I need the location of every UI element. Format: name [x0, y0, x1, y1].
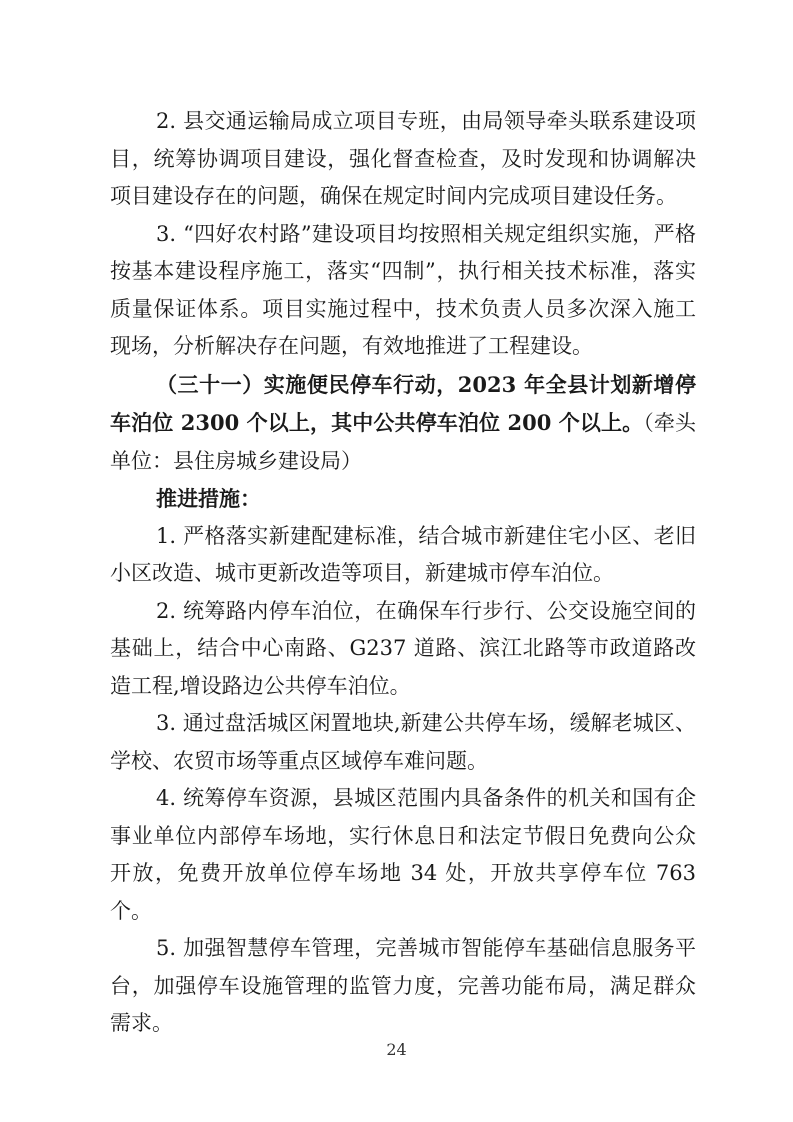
paragraph-item-3: 3. “四好农村路”建设项目均按照相关规定组织实施，严格按基本建设程序施工，落实“四制”，执行相关技术标准，落实质量保证体系。项目实施过程中，技术负责人员多次深入施工现场，分析解决存在问题，有效地推进了工程建设。	[110, 221, 696, 358]
measures-heading: 推进措施：	[156, 486, 261, 511]
paragraph-item-2: 2. 县交通运输局成立项目专班，由局领导牵头联系建设项目，统筹协调项目建设，强化督查检查，及时发现和协调解决项目建设存在的问题，确保在规定时间内完成项目建设任务。	[110, 109, 696, 208]
measure-item-5: 5. 加强智慧停车管理，完善城市智能停车基础信息服务平台，加强停车设施管理的监管力度，完善功能布局，满足群众需求。	[110, 936, 696, 1035]
lead-unit-note: （牵头单位：县住房城乡建设局）	[110, 411, 697, 473]
page-number: 24	[386, 1040, 407, 1059]
measure-item-2: 2. 统筹路内停车泊位，在确保车行步行、公交设施空间的基础上，结合中心南路、G237 道路、滨江北路等市政道路改造工程,增设路边公共停车泊位。	[110, 598, 696, 698]
measure-item-4: 4. 统筹停车资源，县城区范围内具备条件的机关和国有企事业单位内部停车场地，实行休息日和法定节假日免费向公众开放，免费开放单位停车场地 34 处，开放共享停车位 763 个。	[110, 786, 696, 923]
section-31-paragraph	[110, 366, 696, 481]
measure-item-3: 3. 通过盘活城区闲置地块,新建公共停车场，缓解老城区、学校、农贸市场等重点区域停车难问题。	[110, 711, 696, 773]
section-31-heading: （三十一）实施便民停车行动，2023 年全县计划新增停车泊位 2300 个以上，其中公共停车泊位 200 个以上。	[110, 371, 696, 435]
measure-item-1: 1. 严格落实新建配建标准，结合城市新建住宅小区、老旧小区改造、城市更新改造等项目，新建城市停车泊位。	[110, 523, 696, 585]
document-body	[110, 103, 696, 1043]
